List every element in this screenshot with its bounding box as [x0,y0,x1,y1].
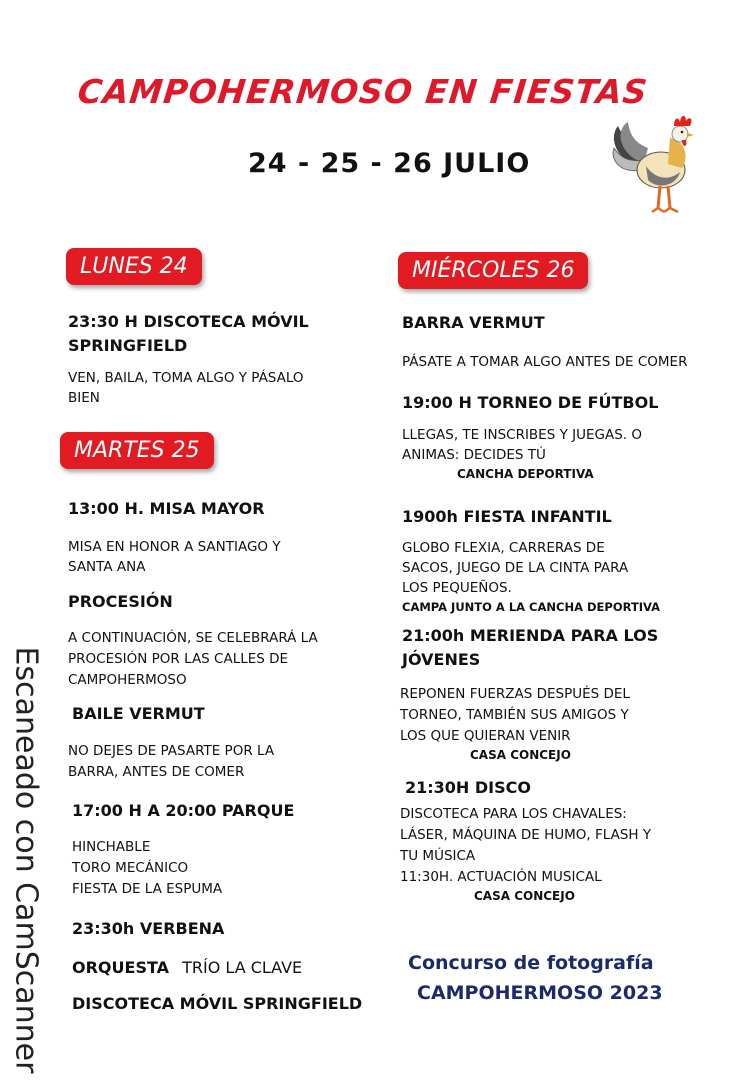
miercoles-disco-place: CASA CONCEJO [474,889,575,903]
miercoles-merienda-desc-2: TORNEO, TAMBIÉN SUS AMIGOS Y [400,707,629,723]
miercoles-infantil-desc-1: GLOBO FLEXIA, CARRERAS DE [402,540,605,556]
contest-line-2: CAMPOHERMOSO 2023 [417,982,663,1004]
martes-orquesta-label: ORQUESTA [72,958,170,977]
miercoles-disco-title: 21:30H DISCO [405,778,531,797]
scanner-watermark [6,646,46,1074]
martes-procesion-desc-1: A CONTINUACIÓN, SE CELEBRARÁ LA [68,630,318,646]
martes-procesion-title: PROCESIÓN [68,592,173,611]
miercoles-barra-desc: PÁSATE A TOMAR ALGO ANTES DE COMER [402,354,688,370]
martes-procesion-desc-3: CAMPOHERMOSO [68,672,187,688]
martes-misa-desc-1: MISA EN HONOR A SANTIAGO Y [68,539,281,555]
martes-baile-desc-1: NO DEJES DE PASARTE POR LA [68,743,275,759]
martes-baile-title: BAILE VERMUT [72,704,205,723]
day-pill-martes: MARTES 25 [60,432,214,469]
day-pill-miercoles: MIÉRCOLES 26 [398,252,588,289]
martes-parque-item-3: FIESTA DE LA ESPUMA [72,881,223,897]
martes-verbena-title: 23:30h VERBENA [72,919,225,938]
martes-parque-item-2: TORO MECÁNICO [72,860,189,876]
miercoles-futbol-desc-2: ANIMAS: DECIDES TÚ [402,447,546,463]
miercoles-disco-desc-3: TU MÚSICA [400,848,476,864]
martes-procesion-desc-2: PROCESIÓN POR LAS CALLES DE [68,651,289,667]
martes-discoteca-title: DISCOTECA MÓVIL SPRINGFIELD [72,994,363,1013]
lunes-event-title-1: 23:30 H DISCOTECA MÓVIL [68,312,309,331]
martes-misa-desc-2: SANTA ANA [68,559,146,575]
miercoles-infantil-desc-3: LOS PEQUEÑOS. [402,580,512,596]
miercoles-futbol-place: CANCHA DEPORTIVA [457,467,594,481]
miercoles-infantil-title: 1900h FIESTA INFANTIL [402,507,612,526]
miercoles-disco-desc-1: DISCOTECA PARA LOS CHAVALES: [400,806,627,822]
miercoles-infantil-place: CAMPA JUNTO A LA CANCHA DEPORTIVA [402,600,661,614]
miercoles-merienda-place: CASA CONCEJO [470,748,571,762]
poster-title: CAMPOHERMOSO EN FIESTAS [75,72,650,111]
miercoles-barra-title: BARRA VERMUT [402,313,545,332]
rooster-icon [606,108,706,226]
lunes-event-desc-1: VEN, BAILA, TOMA ALGO Y PÁSALO [68,370,304,386]
lunes-event-desc-2: BIEN [68,390,100,406]
miercoles-merienda-desc-3: LOS QUE QUIERAN VENIR [400,728,571,744]
martes-parque-item-1: HINCHABLE [72,839,151,855]
day-pill-lunes: LUNES 24 [66,248,202,285]
contest-line-1: Concurso de fotografía [408,952,654,974]
lunes-event-title-2: SPRINGFIELD [68,336,188,355]
miercoles-disco-desc-4: 11:30H. ACTUACIÓN MUSICAL [400,869,602,885]
miercoles-merienda-desc-1: REPONEN FUERZAS DESPUÉS DEL [400,686,630,702]
scanner-watermark-text: Escaneado con CamScanner [8,646,44,1074]
miercoles-merienda-title-1: 21:00h MERIENDA PARA LOS [402,626,659,645]
martes-parque-title: 17:00 H A 20:00 PARQUE [72,801,295,820]
martes-orquesta-value: TRÍO LA CLAVE [182,958,303,977]
miercoles-merienda-title-2: JÓVENES [402,650,481,669]
miercoles-futbol-desc-1: LLEGAS, TE INSCRIBES Y JUEGAS. O [402,427,642,443]
miercoles-futbol-title: 19:00 H TORNEO DE FÚTBOL [402,393,659,412]
martes-baile-desc-2: BARRA, ANTES DE COMER [68,764,245,780]
martes-misa-title: 13:00 H. MISA MAYOR [68,499,265,518]
festival-dates: 24 - 25 - 26 JULIO [248,148,531,179]
miercoles-infantil-desc-2: SACOS, JUEGO DE LA CINTA PARA [402,560,629,576]
miercoles-disco-desc-2: LÁSER, MÁQUINA DE HUMO, FLASH Y [400,827,652,843]
martes-orquesta-line [72,956,302,980]
